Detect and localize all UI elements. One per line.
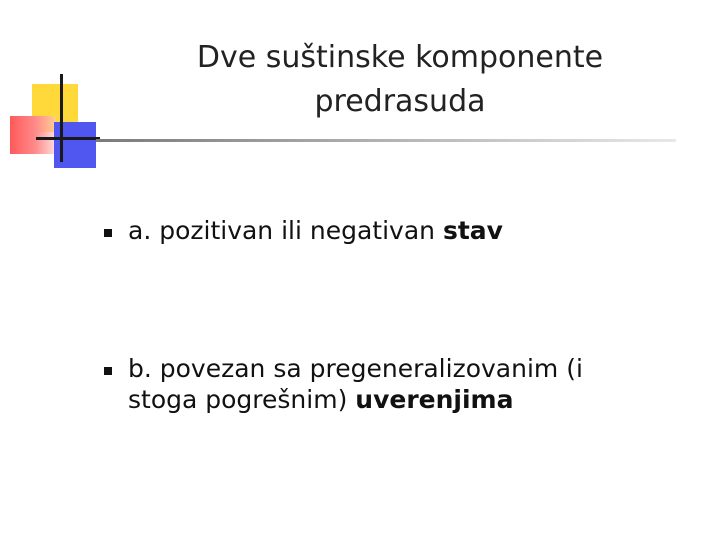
bullet-2-bold: uverenjima [355,385,514,414]
bullet-1-text: a. pozitivan ili negativan [128,216,443,245]
red-square [10,116,56,154]
title-divider [96,139,676,142]
slide-title [80,36,720,124]
title-line-2: predrasuda [314,84,486,119]
bullet-2-line-1: b. povezan sa pregeneralizovanim (i [128,354,583,383]
bullet-item-1 [128,215,503,246]
logo-horizontal-line [36,137,100,140]
title-line-1: Dve suštinske komponente [196,40,604,75]
logo-vertical-line [60,74,63,162]
bullet-marker-2 [104,367,112,375]
bullet-marker-1 [104,229,112,237]
bullet-2-line-2: stoga pogrešnim) [128,385,356,414]
bullet-1-bold: stav [442,216,503,245]
bullet-item-2 [128,353,688,415]
